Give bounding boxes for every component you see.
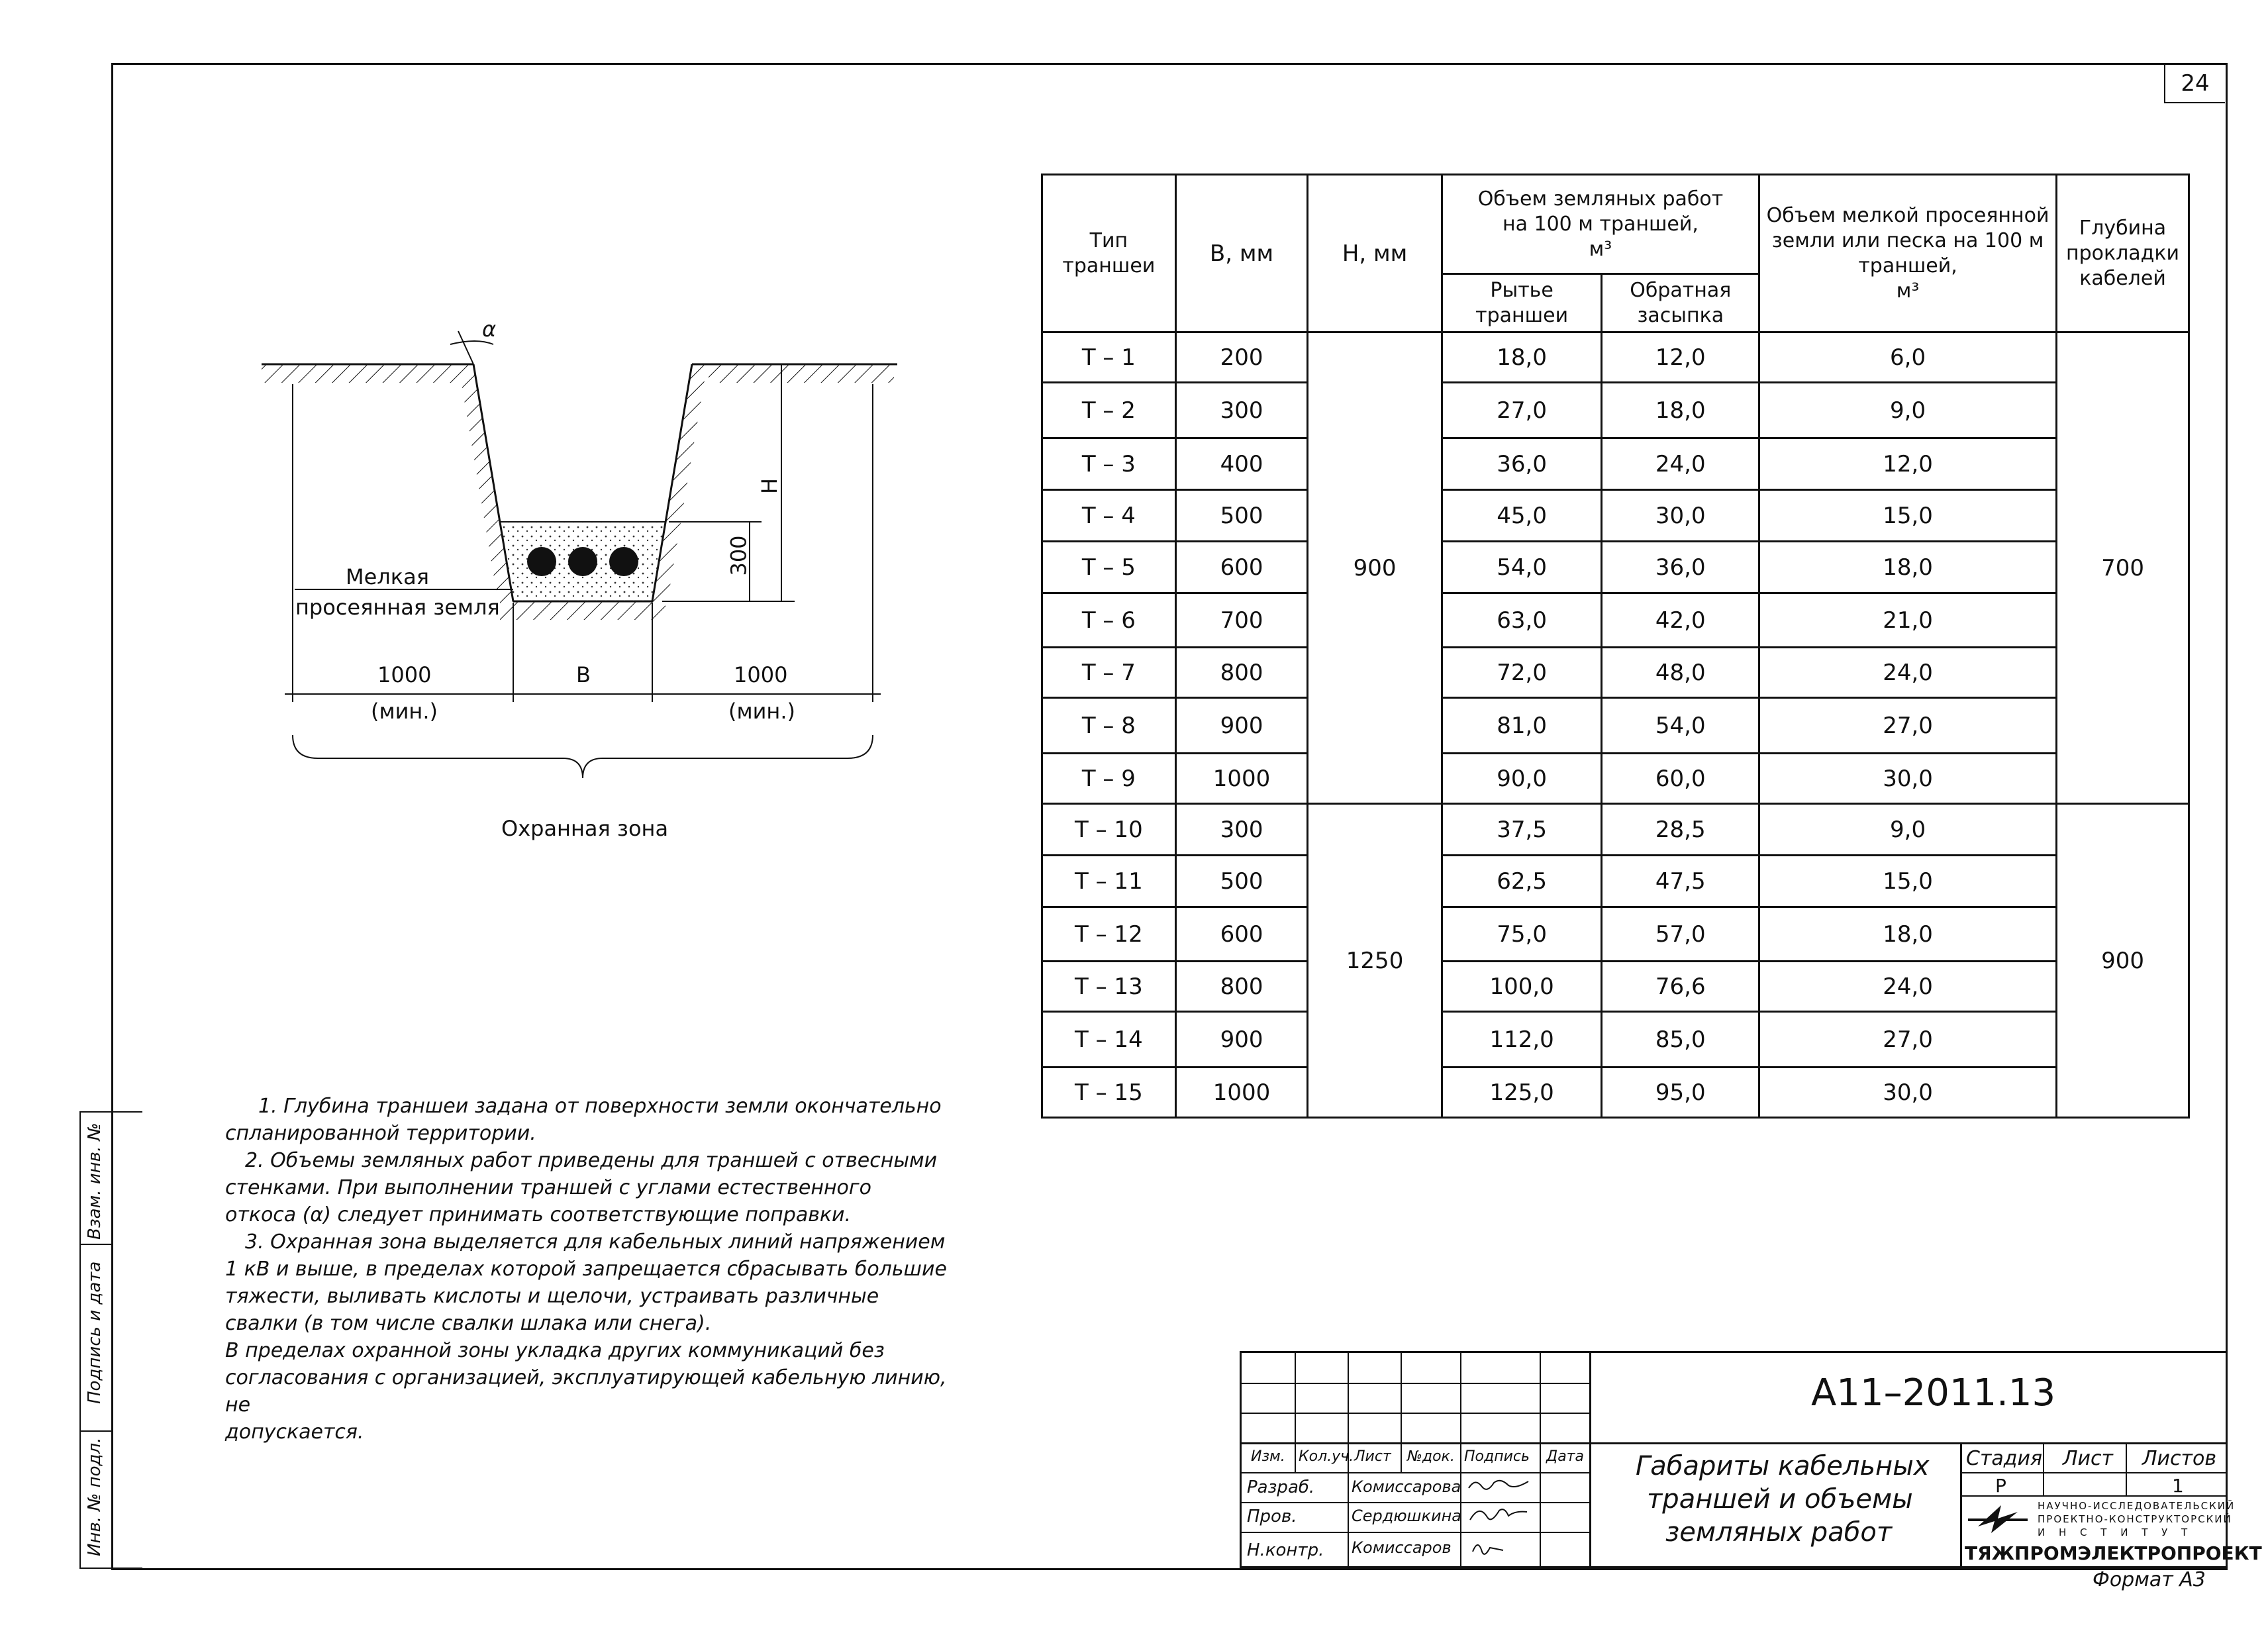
note-line: спланированной территории. (225, 1122, 536, 1145)
cell-backfill: 42,0 (1602, 593, 1759, 648)
cable-2 (568, 547, 597, 576)
cell-type: Т – 2 (1042, 383, 1176, 438)
doc-code: А11–2011.13 (1811, 1371, 2056, 1415)
cell-sand: 15,0 (1759, 856, 2057, 907)
header-b: B, мм (1175, 175, 1308, 332)
table-row (1042, 542, 2189, 593)
podpis-data-label: Подпись и дата (85, 1261, 105, 1404)
cell-h-group: 900 (1308, 332, 1442, 804)
sheet-header: Лист (2063, 1447, 2114, 1470)
cell-type: Т – 12 (1042, 907, 1176, 962)
cell-type: Т – 1 (1042, 332, 1176, 383)
doc-title-3: земляных работ (1665, 1517, 1893, 1548)
header-backfill: Обратная засыпка (1602, 274, 1759, 332)
cell-backfill: 18,0 (1602, 383, 1759, 438)
cell-backfill: 47,5 (1602, 856, 1759, 907)
header-sand: Объем мелкой просеянной земли или песка на 100 м траншей, м³ (1759, 175, 2057, 332)
note-line: откоса (α) следует принимать соответствующие поправки. (225, 1203, 852, 1226)
cable-3 (609, 547, 638, 576)
stage-value: Р (1995, 1475, 2006, 1497)
left-min-label: (мин.) (371, 699, 438, 724)
org-name: ТЯЖПРОМЭЛЕКТРОПРОЕКТ (1965, 1542, 2262, 1564)
cell-sand: 27,0 (1759, 1012, 2057, 1068)
doc-title-2: траншей и объемы (1647, 1484, 1913, 1515)
nkontr-name: Комиссаров (1352, 1538, 1452, 1557)
cell-sand: 15,0 (1759, 490, 2057, 542)
cell-b: 300 (1175, 383, 1308, 438)
header-dig: Рытье траншеи (1442, 274, 1602, 332)
note-line: тяжести, выливать кислоты и щелочи, устраивать различные (225, 1285, 879, 1308)
cell-type: Т – 9 (1042, 754, 1176, 804)
sheets-value: 1 (2172, 1475, 2184, 1497)
cell-b: 500 (1175, 856, 1308, 907)
cell-type: Т – 10 (1042, 804, 1176, 856)
note-line: свалки (в том числе свалки шлака или снега). (225, 1312, 712, 1335)
col-list: Лист (1354, 1448, 1391, 1465)
cell-b: 1000 (1175, 1068, 1308, 1118)
cell-backfill: 54,0 (1602, 698, 1759, 754)
cell-type: Т – 14 (1042, 1012, 1176, 1068)
col-ndok: №док. (1407, 1448, 1455, 1465)
sheet-number: 24 (2164, 65, 2225, 103)
institute-logo-icon (1965, 1500, 2031, 1537)
cell-dig: 81,0 (1442, 698, 1602, 754)
cell-backfill: 57,0 (1602, 907, 1759, 962)
col-data: Дата (1546, 1448, 1584, 1465)
cell-dig: 54,0 (1442, 542, 1602, 593)
cell-type: Т – 8 (1042, 698, 1176, 754)
cell-sand: 30,0 (1759, 754, 2057, 804)
cell-sand: 9,0 (1759, 804, 2057, 856)
cell-dig: 45,0 (1442, 490, 1602, 542)
table-row (1042, 804, 2189, 856)
cell-b: 300 (1175, 804, 1308, 856)
header-h: H, мм (1308, 175, 1442, 332)
cell-dig: 72,0 (1442, 648, 1602, 698)
cell-backfill: 95,0 (1602, 1068, 1759, 1118)
cell-type: Т – 6 (1042, 593, 1176, 648)
cell-b: 600 (1175, 542, 1308, 593)
cell-dig: 100,0 (1442, 962, 1602, 1012)
cell-sand: 27,0 (1759, 698, 2057, 754)
table-row (1042, 907, 2189, 962)
col-podpis: Подпись (1464, 1448, 1530, 1465)
doc-title-1: Габариты кабельных (1636, 1451, 1930, 1481)
table-row (1042, 593, 2189, 648)
cell-type: Т – 3 (1042, 438, 1176, 490)
cell-dig: 112,0 (1442, 1012, 1602, 1068)
prov-name: Сердюшкина (1352, 1507, 1462, 1525)
cell-dig: 36,0 (1442, 438, 1602, 490)
cell-b: 700 (1175, 593, 1308, 648)
cell-b: 800 (1175, 962, 1308, 1012)
nkontr-label: Н.контр. (1247, 1540, 1324, 1560)
cell-type: Т – 4 (1042, 490, 1176, 542)
cell-h-group: 1250 (1308, 804, 1442, 1118)
cell-sand: 24,0 (1759, 962, 2057, 1012)
cell-type: Т – 15 (1042, 1068, 1176, 1118)
cell-type: Т – 13 (1042, 962, 1176, 1012)
signatures (1463, 1473, 1536, 1566)
cell-b: 900 (1175, 698, 1308, 754)
cell-backfill: 12,0 (1602, 332, 1759, 383)
col-izm: Изм. (1251, 1448, 1285, 1465)
cell-b: 600 (1175, 907, 1308, 962)
cell-dig: 62,5 (1442, 856, 1602, 907)
cell-sand: 24,0 (1759, 648, 2057, 698)
prov-label: Пров. (1247, 1507, 1297, 1526)
cell-sand: 18,0 (1759, 542, 2057, 593)
cell-b: 500 (1175, 490, 1308, 542)
cell-dig: 27,0 (1442, 383, 1602, 438)
cell-b: 800 (1175, 648, 1308, 698)
cell-sand: 21,0 (1759, 593, 2057, 648)
note-line: 2. Объемы земляных работ приведены для траншей с отвесными (245, 1149, 938, 1172)
cell-type: Т – 11 (1042, 856, 1176, 907)
depth-300-label: 300 (726, 535, 752, 576)
table-row (1042, 856, 2189, 907)
inv-podl-label: Инв. № подл. (85, 1437, 105, 1556)
cell-backfill: 30,0 (1602, 490, 1759, 542)
cell-b: 1000 (1175, 754, 1308, 804)
note-line: 3. Охранная зона выделяется для кабельных линий напряжением (245, 1230, 946, 1254)
b-label: B (576, 662, 591, 687)
org-small-2: ПРОЕКТНО-КОНСТРУКТОРСКИЙ (2038, 1513, 2232, 1525)
cell-sand: 6,0 (1759, 332, 2057, 383)
table-row (1042, 332, 2189, 383)
cell-b: 900 (1175, 1012, 1308, 1068)
header-depth: Глубина прокладки кабелей (2057, 175, 2189, 332)
col-koluch: Кол.уч. (1299, 1448, 1354, 1465)
zone-label: Охранная зона (501, 816, 669, 841)
cell-b: 400 (1175, 438, 1308, 490)
note-line: 1 кВ и выше, в пределах которой запрещается сбрасывать большие (225, 1258, 947, 1281)
razrab-name: Комиссарова (1352, 1477, 1461, 1496)
cell-depth-group: 700 (2057, 332, 2189, 804)
cell-backfill: 28,5 (1602, 804, 1759, 856)
cell-type: Т – 5 (1042, 542, 1176, 593)
h-label: H (757, 477, 783, 495)
trench-table (1041, 174, 2190, 1119)
note-line: допускается. (225, 1420, 364, 1444)
cell-backfill: 24,0 (1602, 438, 1759, 490)
razrab-label: Разраб. (1247, 1477, 1315, 1497)
vzam-inv-label: Взам. инв. № (85, 1122, 105, 1240)
stage-header: Стадия (1966, 1447, 2043, 1470)
cell-sand: 12,0 (1759, 438, 2057, 490)
cell-backfill: 48,0 (1602, 648, 1759, 698)
left-width-label: 1000 (377, 662, 432, 687)
cell-dig: 90,0 (1442, 754, 1602, 804)
fine-soil-label-2: просеянная земля (295, 595, 500, 620)
note-line: В пределах охранной зоны укладка других коммуникаций без (225, 1339, 885, 1362)
cell-dig: 63,0 (1442, 593, 1602, 648)
zone-brace (293, 735, 873, 778)
org-small-3: И Н С Т И Т У Т (2038, 1526, 2193, 1538)
right-min-label: (мин.) (728, 699, 795, 724)
cell-backfill: 85,0 (1602, 1012, 1759, 1068)
cell-dig: 125,0 (1442, 1068, 1602, 1118)
cell-sand: 30,0 (1759, 1068, 2057, 1118)
alpha-label: α (482, 317, 497, 342)
format-label: Формат А3 (2093, 1568, 2206, 1591)
header-volume: Объем земляных работ на 100 м траншей, м³ (1442, 175, 1759, 274)
cell-b: 200 (1175, 332, 1308, 383)
cell-backfill: 76,6 (1602, 962, 1759, 1012)
cell-backfill: 36,0 (1602, 542, 1759, 593)
table-row (1042, 648, 2189, 698)
cell-depth-group: 900 (2057, 804, 2189, 1118)
cell-dig: 37,5 (1442, 804, 1602, 856)
note-line: стенками. При выполнении траншей с углами естественного (225, 1176, 872, 1199)
sheets-header: Листов (2142, 1447, 2217, 1470)
cell-sand: 18,0 (1759, 907, 2057, 962)
org-small-1: НАУЧНО-ИССЛЕДОВАТЕЛЬСКИЙ (2038, 1500, 2236, 1512)
table-row (1042, 1068, 2189, 1118)
fine-soil-label-1: Мелкая (346, 564, 429, 589)
cell-dig: 75,0 (1442, 907, 1602, 962)
table-row (1042, 438, 2189, 490)
cell-dig: 18,0 (1442, 332, 1602, 383)
cell-type: Т – 7 (1042, 648, 1176, 698)
title-block (1240, 1351, 2262, 1568)
note-line: 1. Глубина траншеи задана от поверхности земли окончательно (258, 1095, 942, 1118)
table-row (1042, 383, 2189, 438)
cell-backfill: 60,0 (1602, 754, 1759, 804)
table-row (1042, 962, 2189, 1012)
table-row (1042, 490, 2189, 542)
table-row (1042, 698, 2189, 754)
cable-1 (527, 547, 556, 576)
right-width-label: 1000 (734, 662, 788, 687)
header-type: Тип траншеи (1042, 175, 1176, 332)
notes (225, 1093, 973, 1446)
table-row (1042, 754, 2189, 804)
note-line: согласования с организацией, эксплуатирующей кабельную линию, не (225, 1366, 947, 1417)
table-row (1042, 1012, 2189, 1068)
cell-sand: 9,0 (1759, 383, 2057, 438)
